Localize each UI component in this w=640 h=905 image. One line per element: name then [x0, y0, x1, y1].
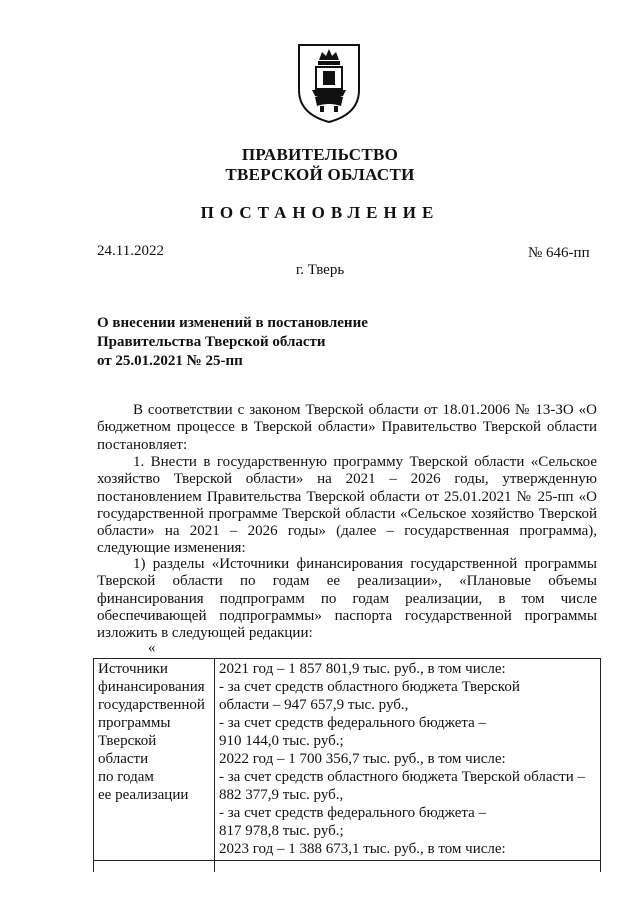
- label-line: финансирования: [98, 679, 205, 695]
- document-number: № 646-пп: [528, 245, 590, 261]
- org-name-line2: ТВЕРСКОЙ ОБЛАСТИ: [225, 165, 415, 184]
- document-date: 24.11.2022: [97, 243, 164, 259]
- paragraph-item-1: 1. Внести в государственную программу Тверской области «Сельское хозяйство Тверской области» на 2021 – 2026 годы, утвержденную постановлением Правительства Тверской области от 25.01.2021 № 25-пп «О государственной программе Тверской области «Сельское хозяйство Тверской области» на 2021 – 2026 годы» (далее – государственная программа), следующие изменения:: [97, 454, 597, 557]
- paragraph-subitem-1: 1) разделы «Источники финансирования государственной программы Тверской области по годам ее реализации», «Плановые объемы финансирования подпрограмм по годам реализации, в том числе обеспечивающей подпрограммы» паспорта государственной программы изложить в следующей редакции:: [97, 556, 597, 642]
- document-type: ПОСТАНОВЛЕНИЕ: [200, 203, 440, 222]
- value-line: 882 377,9 тыс. руб.,: [219, 787, 344, 803]
- value-line: - за счет средств областного бюджета Тверской: [219, 679, 520, 695]
- label-line: по годам: [98, 769, 154, 785]
- value-line: - за счет средств областного бюджета Тверской области –: [219, 769, 586, 785]
- subject-line: О внесении изменений в постановление: [97, 315, 368, 331]
- value-line: - за счет средств федерального бюджета –: [219, 805, 487, 821]
- value-line: 2023 год – 1 388 673,1 тыс. руб., в том числе:: [219, 841, 506, 857]
- table-value-cell: [215, 659, 601, 861]
- table-row-cut: [94, 861, 601, 873]
- label-line: Тверской: [98, 733, 157, 749]
- financing-table: [93, 658, 601, 872]
- value-line: 817 978,8 тыс. руб.;: [219, 823, 344, 839]
- label-line: Источники: [98, 661, 168, 677]
- quote-mark: «: [148, 640, 156, 656]
- paragraph-preamble: В соответствии с законом Тверской области от 18.01.2006 № 13-ЗО «О бюджетном процессе в Тверской области» Правительство Тверской области постановляет:: [97, 402, 597, 453]
- label-line: программы: [98, 715, 171, 731]
- value-line: 910 144,0 тыс. руб.;: [219, 733, 344, 749]
- table-label-cell: [94, 659, 215, 861]
- value-line: 2021 год – 1 857 801,9 тыс. руб., в том числе:: [219, 661, 506, 677]
- label-line: государственной: [98, 697, 205, 713]
- coat-of-arms-icon: [296, 42, 362, 124]
- value-line: области – 947 657,9 тыс. руб.,: [219, 697, 409, 713]
- value-line: 2022 год – 1 700 356,7 тыс. руб., в том числе:: [219, 751, 506, 767]
- value-line: - за счет средств федерального бюджета –: [219, 715, 487, 731]
- subject-line: Правительства Тверской области: [97, 334, 326, 350]
- label-line: ее реализации: [98, 787, 189, 803]
- org-name-line1: ПРАВИТЕЛЬСТВО: [241, 145, 399, 164]
- table-row: [94, 659, 601, 861]
- document-city: г. Тверь: [295, 262, 345, 278]
- subject-line: от 25.01.2021 № 25-пп: [97, 353, 243, 369]
- document-subject: [97, 314, 368, 371]
- label-line: области: [98, 751, 149, 767]
